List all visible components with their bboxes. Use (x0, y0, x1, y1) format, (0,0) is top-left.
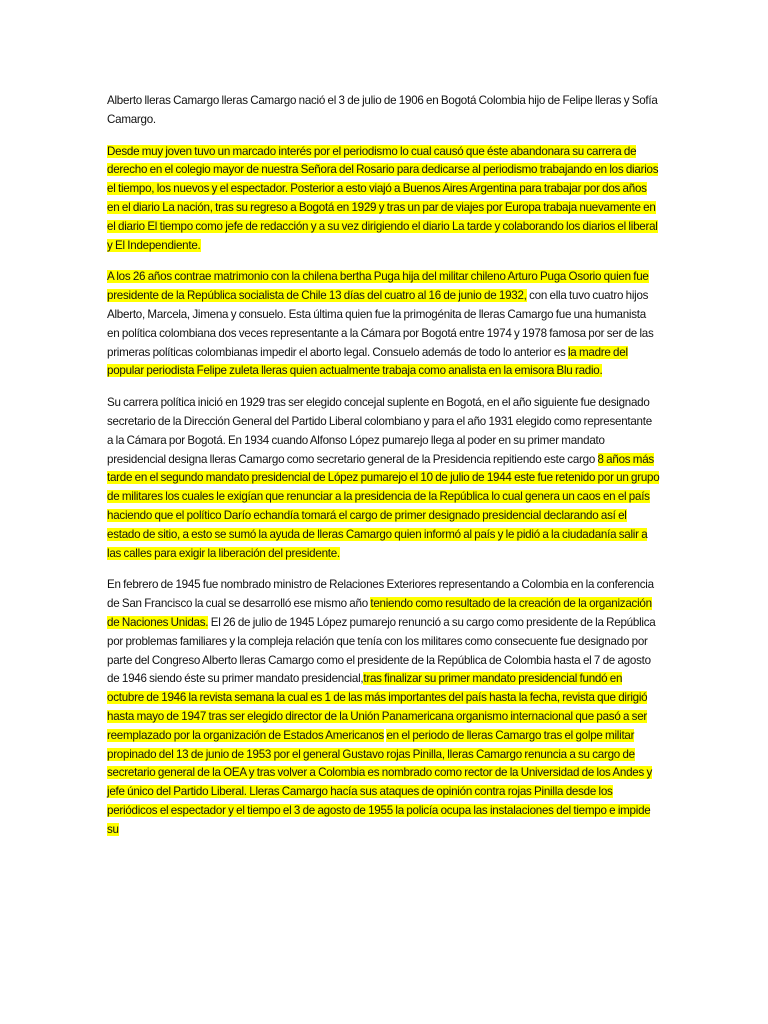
text-run: El 26 de julio de 1945 López pumarejo renunció a su cargo como presidente de la República por problemas familiares y la compleja relación que tenía con los militares como consecuente fue designado por parte del Congreso Alberto lleras Camargo como el presidente de la República de Colombia hasta el 7 de agosto de 1946 siendo éste su primer mandato presidencial, (107, 615, 656, 686)
highlighted-text-run: teniendo como resultado de la creación de la organización de Naciones Unidas. (107, 597, 652, 629)
text-run: Su carrera política inició en 1929 tras ser elegido concejal suplente en Bogotá, en el año siguiente fue designado secretario de la Dirección General del Partido Liberal colombiano y para el año 1931 elegido como representante a la Cámara por Bogotá. En 1934 cuando Alfonso López pumarejo llega al poder en su primer mandato presidencial designa lleras Camargo como secretario general de la Presidencia repitiendo este cargo (107, 396, 652, 466)
text-run: Alberto lleras Camargo lleras Camargo nació el 3 de julio de 1906 en Bogotá Colombia hijo de Felipe lleras y Sofía Camargo. (107, 94, 658, 126)
text-run: con ella tuvo cuatro hijos Alberto, Marcela, Jimena y consuelo. Esta última quien fue la primogénita de lleras Camargo fue una humanista en política colombiana dos veces representante a la Cámara por Bogotá entre 1974 y 1978 famosa por ser de las primeras políticas colombianas impedir el aborto legal. Consuelo además de todo lo anterior es (107, 289, 654, 359)
paragraph-marriage (107, 268, 660, 381)
document-body (107, 92, 660, 852)
paragraph-presidency (107, 576, 660, 839)
text-run: En febrero de 1945 fue nombrado ministro de Relaciones Exteriores representando a Colombia en la conferencia de San Francisco la cual se desarrolló ese mismo año (107, 578, 654, 611)
paragraph-political-career (107, 394, 660, 563)
highlighted-text-run: A los 26 años contrae matrimonio con la chilena bertha Puga hija del militar chileno Arturo Puga Osorio quien fue presidente de la República socialista de Chile 13 días del cuatro al 16 de junio de 1932, (107, 270, 649, 303)
paragraph-birth (107, 92, 660, 130)
highlighted-text-run: tras finalizar su primer mandato presidencial fundó en octubre de 1946 la revista semana la cual es 1 de las más importantes del país hasta la fecha, revista que dirigió hasta mayo de 1947 tras ser elegido director de la Unión Panamericana organismo internacional que pasó a ser reemplazado por la organización de Estados Americanos (107, 672, 648, 742)
highlighted-text-run: la madre del popular periodista Felipe zuleta lleras quien actualmente trabaja como analista en la emisora Blu radio. (107, 345, 628, 378)
paragraph-journalism (107, 143, 660, 256)
highlighted-text-run: en el periodo de lleras Camargo tras el golpe militar propinado del 13 de junio de 1953 por el general Gustavo rojas Pinilla, lleras Camargo renuncia a su cargo de secretario general de la OEA y tras volver a Colombia es nombrado como rector de la Universidad de los Andes y jefe único del Partido Liberal. Lleras Camargo hacía sus ataques de opinión contra rojas Pinilla desde los periódicos el espectador y el tiempo el 3 de agosto de 1955 la policía ocupa las instalaciones del tiempo e impide su (107, 728, 653, 836)
highlighted-text-run: Desde muy joven tuvo un marcado interés por el periodismo lo cual causó que éste abandonara su carrera de derecho en el colegio mayor de nuestra Señora del Rosario para dedicarse al periodismo trabajando en los diarios el tiempo, los nuevos y el espectador. Posterior a esto viajó a Buenos Aires Argentina para trabajar por dos años en el diario La nación, tras su regreso a Bogotá en 1929 y tras un par de viajes por Europa trabaja nuevamente en el diario El tiempo como jefe de redacción y a su vez dirigiendo el diario La tarde y colaborando los diarios el liberal y El Independiente. (107, 144, 659, 252)
highlighted-text-run: 8 años más tarde en el segundo mandato presidencial de López pumarejo el 10 de julio de 1944 este fue retenido por un grupo de militares los cuales le exigían que renunciar a la presidencia de la República lo cual genera un caos en el país haciendo que el político Darío echandía tomará el cargo de primer designado presidencial declarando así el estado de sitio, a esto se sumó la ayuda de lleras Camargo quien informó al país y le pidió a la ciudadanía salir a las calles para exigir la liberación del presidente. (107, 452, 660, 560)
